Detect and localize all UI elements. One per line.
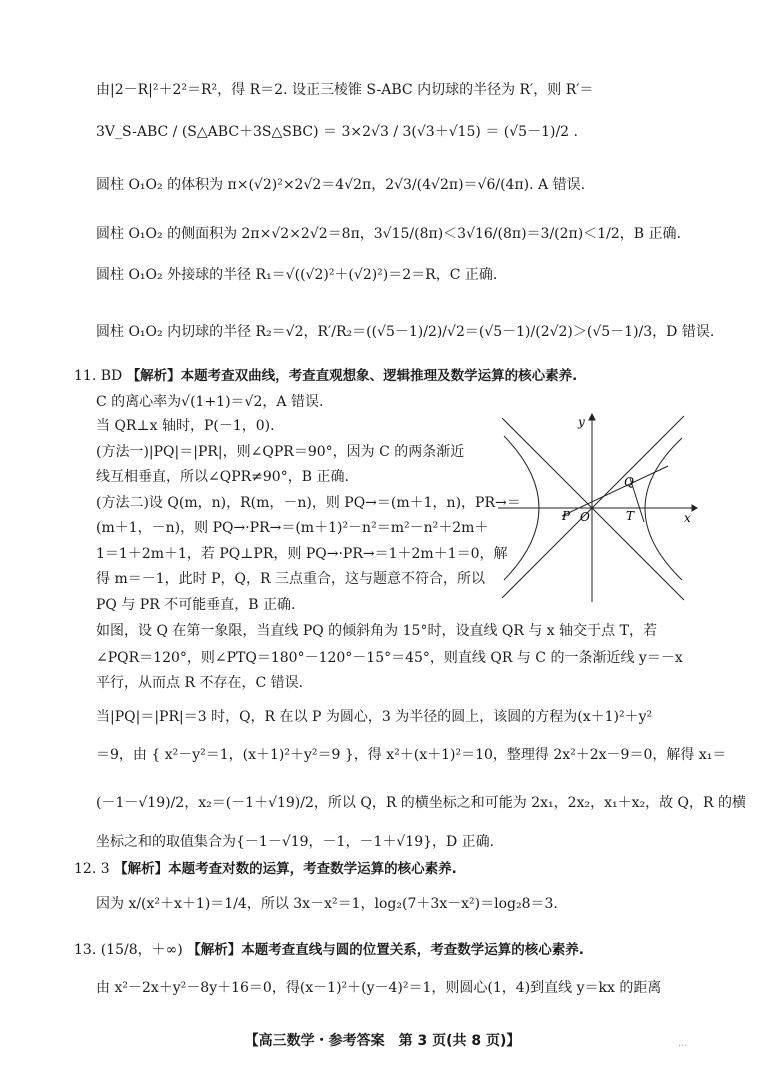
solution-line: (m＋1，－n)，则 PQ→·PR→＝(m＋1)²－n²＝m²－n²＋2m＋	[96, 520, 489, 536]
solution-line: 坐标之和的取值集合为{－1－√19，－1，－1＋√19}，D 正确.	[96, 834, 495, 850]
label-t: T	[626, 509, 635, 523]
solution-line: (方法二)设 Q(m，n)，R(m，－n)，则 PQ→＝(m＋1，n)，PR→＝	[96, 495, 521, 511]
solution-line: ∠PQR＝120°，则∠PTQ＝180°－120°－15°＝45°，则直线 QR 与 C 的一条渐近线 y＝－x	[96, 650, 683, 666]
question-number: 13. (15/8，＋∞)	[74, 942, 183, 958]
question-12-header	[74, 859, 703, 879]
analysis-heading: 【解析】本题考查双曲线，考查直观想象、逻辑推理及数学运算的核心素养.	[126, 368, 578, 384]
hyperbola-right-branch	[645, 438, 682, 580]
solution-line: 当 QR⊥x 轴时，P(－1，0).	[96, 418, 275, 434]
solution-line: 由|2－R|²＋2²＝R²，得 R＝2. 设正三棱锥 S-ABC 内切球的半径为 R′，则 R′＝	[96, 82, 594, 98]
x-axis-arrow	[692, 505, 697, 511]
label-p: P	[562, 509, 571, 523]
solution-line: 由 x²－2x＋y²－8y＋16＝0，得(x－1)²＋(y－4)²＝1，则圆心(1，4)到直线 y＝kx 的距离	[96, 980, 662, 996]
analysis-heading: 【解析】本题考查直线与圆的位置关系，考查数学运算的核心素养.	[187, 942, 584, 958]
label-y: y	[578, 415, 585, 429]
label-o: O	[580, 510, 590, 524]
solution-line: (－1－√19)/2，x₂＝(－1＋√19)/2，所以 Q，R 的横坐标之和可能为 2x₁，2x₂，x₁＋x₂，故 Q，R 的横	[96, 795, 747, 811]
question-number: 12. 3	[74, 861, 110, 877]
page-footer: 【高三数学・参考答案 第 3 页(共 8 页)】	[244, 1033, 521, 1049]
page-dots: ...	[678, 1038, 688, 1049]
solution-line: C 的离心率为√(1+1)＝√2，A 错误.	[96, 394, 324, 410]
y-axis-arrow	[589, 414, 595, 420]
solution-line: PQ 与 PR 不可能垂直，B 正确.	[96, 597, 296, 613]
label-x: x	[684, 511, 691, 525]
question-11-header	[74, 366, 703, 386]
asymptote-positive	[502, 416, 684, 598]
solution-line: 圆柱 O₁O₂ 的侧面积为 2π×√2×2√2＝8π，3√15/(8π)＜3√16/(8π)＝3/(2π)＜1/2，B 正确.	[96, 226, 681, 242]
solution-line: 因为 x/(x²＋x＋1)＝1/4，所以 3x－x²＝1，log₂(7＋3x－x²)＝log₂8＝3.	[96, 896, 558, 912]
solution-line: 如图，设 Q 在第一象限，当直线 PQ 的倾斜角为 15°时，设直线 QR 与 x 轴交于点 T，若	[96, 623, 657, 639]
question-number: 11. BD	[74, 368, 123, 384]
solution-line: 平行，从而点 R 不存在，C 错误.	[96, 675, 304, 691]
solution-line: 当|PQ|＝|PR|＝3 时，Q，R 在以 P 为圆心，3 为半径的圆上，该圆的方程为(x＋1)²＋y²	[96, 709, 653, 725]
solution-line: 圆柱 O₁O₂ 内切球的半径 R₂＝√2，R′/R₂＝((√5－1)/2)/√2＝(√5－1)/(2√2)＞(√5－1)/3，D 错误.	[96, 324, 715, 340]
solution-line: 得 m＝－1，此时 P，Q，R 三点重合，这与题意不符合，所以	[96, 571, 485, 587]
question-13-header	[74, 940, 703, 960]
asymptote-negative	[502, 418, 684, 600]
solution-line: (方法一)|PQ|＝|PR|，则∠QPR＝90°，因为 C 的两条渐近	[96, 444, 465, 460]
solution-line: 3V_S-ABC / (S△ABC＋3S△SBC) ＝ 3×2√3 / 3(√3＋√15) ＝ (√5－1)/2 .	[96, 124, 578, 140]
label-q: Q	[624, 475, 634, 489]
solution-line: 线互相垂直，所以∠QPR≠90°，B 正确.	[96, 469, 349, 485]
solution-line: ＝9，由 { x²－y²＝1，(x＋1)²＋y²＝9 }，得 x²＋(x＋1)²＝10，整理得 2x²＋2x－9＝0，解得 x₁＝	[96, 747, 727, 763]
solution-line: 1＝1＋2m＋1，若 PQ⊥PR，则 PQ→·PR→＝1＋2m＋1＝0，解	[96, 546, 508, 562]
analysis-heading: 【解析】本题考查对数的运算，考查数学运算的核心素养.	[114, 861, 457, 877]
solution-line: 圆柱 O₁O₂ 外接球的半径 R₁＝√((√2)²＋(√2)²)＝2＝R，C 正确.	[96, 267, 498, 283]
hyperbola-figure	[498, 412, 698, 604]
solution-line: 圆柱 O₁O₂ 的体积为 π×(√2)²×2√2＝4√2π，2√3/(4√2π)＝√6/(4π). A 错误.	[96, 177, 586, 193]
